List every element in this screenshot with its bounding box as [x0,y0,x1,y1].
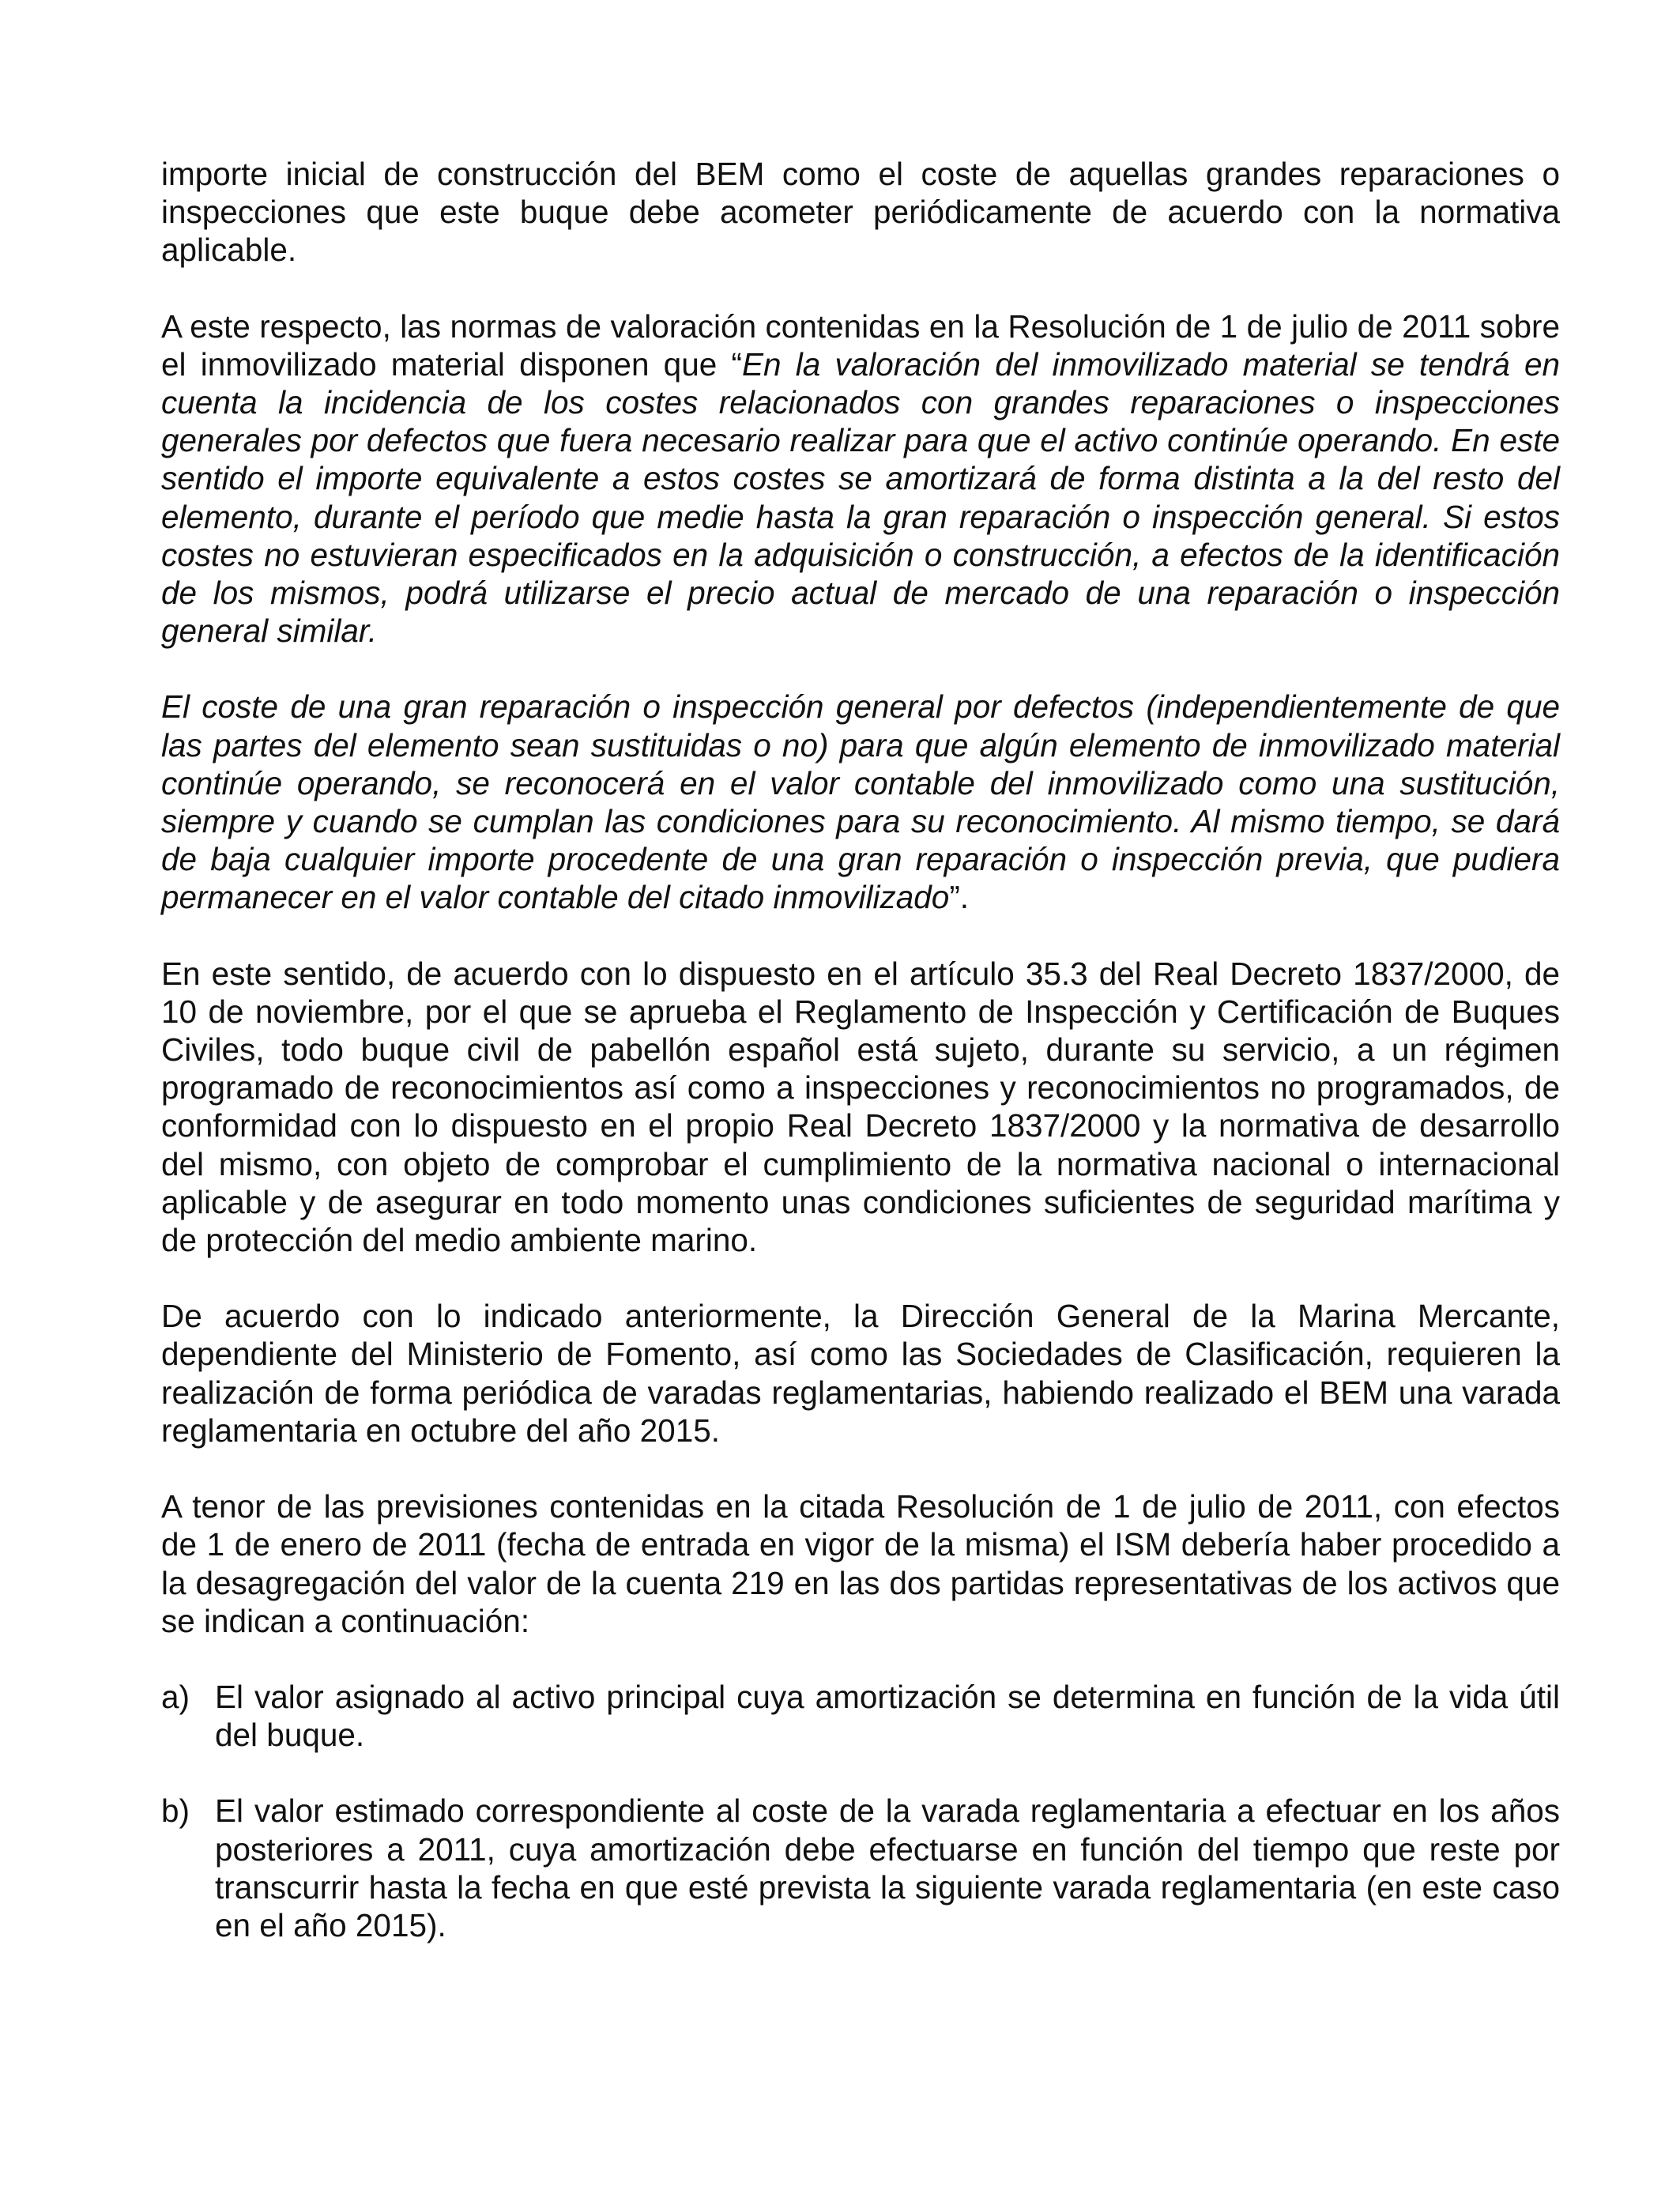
paragraph-3-quote: El coste de una gran reparación o inspección general por defectos (independientemente de que las partes del elemento sean sustituidas o no) para que algún elemento de inmovilizado material continúe operando, se reconocerá en el valor contable del inmovilizado como una sustitución, siempre y cuando se cumplan las condiciones para su reconocimiento. Al mismo tiempo, se dará de baja cualquier importe procedente de una gran reparación o inspección previa, que pudiera permanecer en el valor contable del citado inmovilizado [161,688,1560,916]
paragraph-2 [161,307,1560,650]
paragraph-2-intro: A este respecto, las normas de valoración contenidas en la Resolución de 1 de julio de 2011 sobre el inmovilizado material disponen que “ [161,307,1560,383]
paragraph-4: En este sentido, de acuerdo con lo dispuesto en el artículo 35.3 del Real Decreto 1837/2000, de 10 de noviembre, por el que se aprueba el Reglamento de Inspección y Certificación de Buques Civiles, todo buque civil de pabellón español está sujeto, durante su servicio, a un régimen programado de reconocimientos así como a inspecciones y reconocimientos no programados, de conformidad con lo dispuesto en el propio Real Decreto 1837/2000 y la normativa de desarrollo del mismo, con objeto de comprobar el cumplimiento de la normativa nacional o internacional aplicable y de asegurar en todo momento unas condiciones suficientes de seguridad marítima y de protección del medio ambiente marino. [161,955,1560,1259]
list-text-a: El valor asignado al activo principal cuya amortización se determina en función de la vida útil del buque. [215,1678,1560,1754]
list-item-a [161,1678,1560,1754]
paragraph-3 [161,688,1560,916]
paragraph-6: A tenor de las previsiones contenidas en la citada Resolución de 1 de julio de 2011, con efectos de 1 de enero de 2011 (fecha de entrada en vigor de la misma) el ISM debería haber procedido a la desagregación del valor de la cuenta 219 en las dos partidas representativas de los activos que se indican a continuación: [161,1488,1560,1639]
paragraph-2-quote: En la valoración del inmovilizado material se tendrá en cuenta la incidencia de los costes relacionados con grandes reparaciones o inspecciones generales por defectos que fuera necesario realizar para que el activo continúe operando. En este sentido el importe equivalente a estos costes se amortizará de forma distinta a la del resto del elemento, durante el período que medie hasta la gran reparación o inspección general. Si estos costes no estuvieran especificados en la adquisición o construcción, a efectos de la identificación de los mismos, podrá utilizarse el precio actual de mercado de una reparación o inspección general similar. [161,345,1560,650]
document-page [161,155,1560,1982]
list-marker-b: b) [161,1793,190,1830]
paragraph-1: importe inicial de construcción del BEM como el coste de aquellas grandes reparaciones o inspecciones que este buque debe acometer periódicamente de acuerdo con la normativa aplicable. [161,156,1560,269]
list-item-b [161,1792,1560,1944]
list-marker-a: a) [161,1678,190,1715]
paragraph-3-end: ”. [949,879,970,916]
paragraph-5: De acuerdo con lo indicado anteriormente, la Dirección General de la Marina Mercante, dependiente del Ministerio de Fomento, así como las Sociedades de Clasificación, requieren la realización de forma periódica de varadas reglamentarias, habiendo realizado el BEM una varada reglamentaria en octubre del año 2015. [161,1298,1560,1449]
list-text-b: El valor estimado correspondiente al coste de la varada reglamentaria a efectuar en los años posteriores a 2011, cuya amortización debe efectuarse en función del tiempo que reste por transcurrir hasta la fecha en que esté prevista la siguiente varada reglamentaria (en este caso en el año 2015). [215,1793,1560,1943]
